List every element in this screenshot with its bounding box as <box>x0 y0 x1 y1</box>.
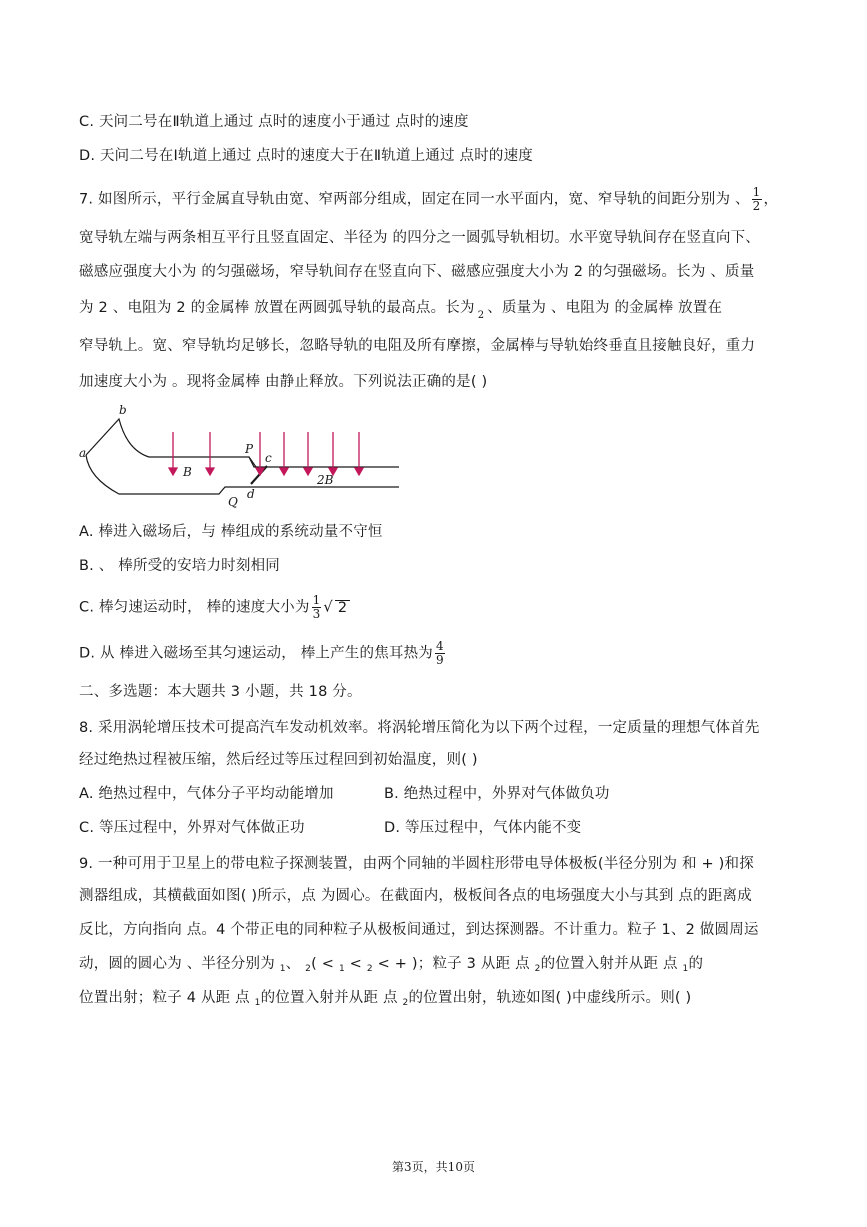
question-9-line-5: 位置出射；粒子 4 从距 点 $_1$的位置入射并从距 点 $_2$的位置出射，轨迹如图( )中虚线所示。则( ) <box>79 990 692 1008</box>
label-p: P <box>245 442 254 456</box>
label-q: Q <box>228 495 238 509</box>
question-7-line-3: 磁感应强度大小为 的匀强磁场，窄导轨间存在竖直向下、磁感应强度大小为 2 的匀强磁场。长为 、质量 <box>79 264 755 280</box>
label-field-2b: 2B <box>317 473 334 487</box>
option-d-q6: D. 天问二号在Ⅰ轨道上通过 点时的速度大于在Ⅱ轨道上通过 点时的速度 <box>79 148 534 164</box>
label-c: c <box>265 451 272 465</box>
label-a: a <box>79 446 87 460</box>
label-b: b <box>119 403 127 417</box>
fraction-four-ninths: $\frac{4}{9}$ <box>436 639 444 667</box>
option-b-q8: B. 绝热过程中，外界对气体做负功 <box>384 786 610 802</box>
fraction-over-two: 2 <box>477 310 485 321</box>
option-c-q7: C. 棒匀速运动时， 棒的速度大小为 $\frac{1}{3}$ √ 2 <box>79 594 350 621</box>
fraction-half: $\frac{1}{2}$ <box>752 185 761 213</box>
question-9-line-4: 动，圆的圆心为 、半径分别为 $_1$、 $_2$( < $_1$ < $_2$ < + )；粒子 3 从距 点 $_2$的位置入射并从距 点 $_1$的 <box>79 956 704 974</box>
option-d-q8: D. 等压过程中，气体内能不变 <box>384 820 582 836</box>
fraction-third: $\frac{1}{3}$ <box>312 593 321 621</box>
question-8-line-1: 8. 采用涡轮增压技术可提高汽车发动机效率。将涡轮增压简化为以下两个过程，一定质量的理想气体首先 <box>79 720 760 736</box>
lower-rail <box>86 455 399 494</box>
question-9-line-1: 9. 一种可用于卫星上的带电粒子探测装置，由两个同轴的半圆柱形带电导体极板(半径分别为 和 + )和探 <box>79 856 754 872</box>
option-a-q7: A. 棒进入磁场后，与 棒组成的系统动量不守恒 <box>79 524 383 540</box>
sqrt-two: 2 <box>335 600 350 616</box>
rail-figure <box>79 398 409 510</box>
question-9-line-3: 反比，方向指向 点。4 个带正电的同种粒子从极板间通过，到达探测器。不计重力。粒子 1、2 做圆周运 <box>79 922 759 938</box>
option-c-q6: C. 天问二号在Ⅱ轨道上通过 点时的速度小于通过 点时的速度 <box>79 114 469 130</box>
label-field-b: B <box>183 465 192 479</box>
rod-pq <box>249 457 256 467</box>
question-8-line-2: 经过绝热过程被压缩，然后经过等压过程回到初始温度，则( ) <box>79 752 478 768</box>
upper-rail <box>86 419 399 467</box>
question-7-line-2: 宽导轨左端与两条相互平行且竖直固定、半径为 的四分之一圆弧导轨相切。水平宽导轨间存在竖直向下、 <box>79 230 761 246</box>
question-7-line-1: 7. 如图所示，平行金属直导轨由宽、窄两部分组成，固定在同一水平面内，宽、窄导轨的间距分别为 、 $\frac{1}{2}$ ， <box>79 185 779 213</box>
option-c-q8: C. 等压过程中，外界对气体做正功 <box>79 820 305 836</box>
page-footer: 第3页，共10页 <box>392 1160 475 1174</box>
question-7-line-6: 加速度大小为 。现将金属棒 由静止释放。下列说法正确的是( ) <box>79 374 488 390</box>
option-a-q8: A. 绝热过程中，气体分子平均动能增加 <box>79 786 334 802</box>
option-b-q7: B. 、 棒所受的安培力时刻相同 <box>79 558 280 574</box>
question-7-line-5: 窄导轨上。宽、窄导轨均足够长，忽略导轨的电阻及所有摩擦，金属棒与导轨始终垂直且接触良好，重力 <box>79 338 756 354</box>
question-7-line-4: 为 2 、电阻为 2 的金属棒 放置在两圆弧导轨的最高点。长为 2 、质量为 、电阻为 的金属棒 放置在 <box>79 300 723 321</box>
section-2-heading: 二、多选题：本大题共 3 小题，共 18 分。 <box>79 684 362 700</box>
question-9-line-2: 测器组成，其横截面如图( )所示，点 为圆心。在截面内，极板间各点的电场强度大小与其到 点的距离成 <box>79 888 752 904</box>
option-d-q7: D. 从 棒进入磁场至其匀速运动， 棒上产生的焦耳热为 $\frac{4}{9}$ <box>79 639 444 667</box>
label-d: d <box>247 487 255 501</box>
